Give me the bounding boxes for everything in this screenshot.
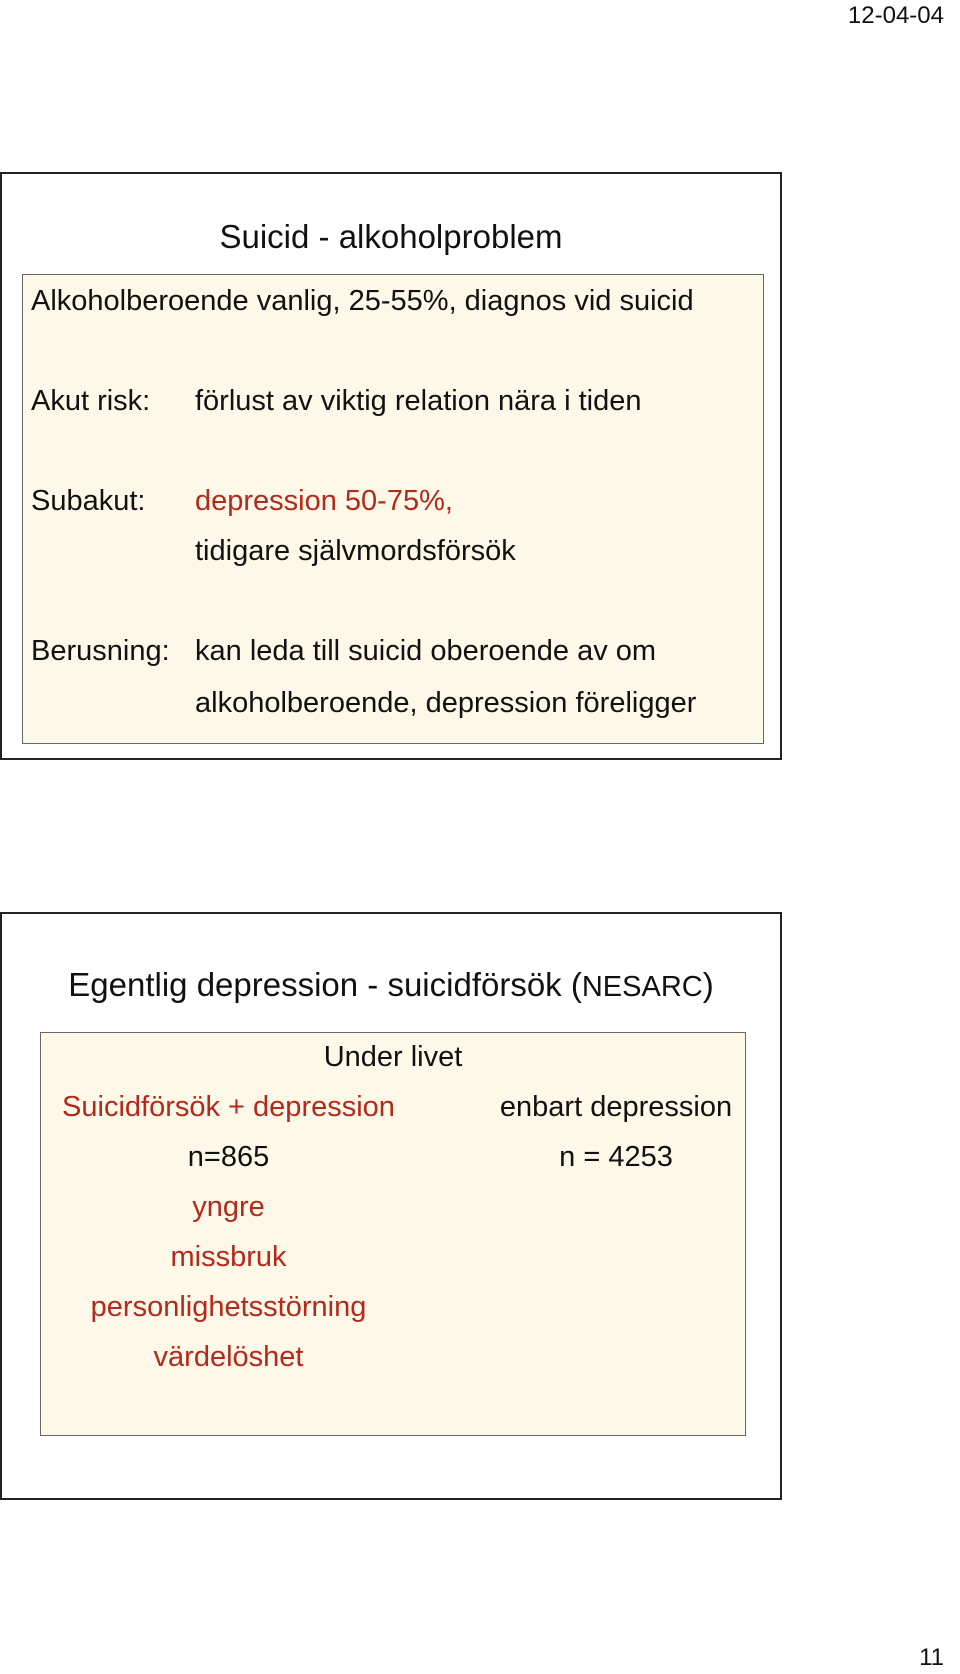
left-heading: Suicidförsök + depression xyxy=(62,1091,395,1123)
title-end: ) xyxy=(702,966,714,1003)
page-number: 11 xyxy=(919,1644,944,1671)
right-heading: enbart depression xyxy=(499,1091,733,1123)
content-box xyxy=(22,274,764,744)
akut-risk-label: Akut risk: xyxy=(31,385,151,417)
berusning-text-1: kan leda till suicid oberoende av om xyxy=(195,635,657,667)
right-n: n = 4253 xyxy=(559,1141,673,1173)
akut-risk-text: förlust av viktig relation nära i tiden xyxy=(195,385,642,417)
subakut-tidigare-text: tidigare självmordsförsök xyxy=(195,535,516,567)
subakut-label: Subakut: xyxy=(31,485,146,517)
berusning-text-2: alkoholberoende, depression föreligger xyxy=(195,687,697,719)
slide-egentlig-depression xyxy=(0,912,782,1500)
factor-item: personlighetsstörning xyxy=(90,1291,367,1323)
slide-title xyxy=(2,966,780,1004)
factor-item: missbruk xyxy=(170,1241,287,1273)
subakut-depression-text: depression 50-75%, xyxy=(195,485,453,517)
page-date: 12-04-04 xyxy=(847,2,944,29)
alkoholberoende-line: Alkoholberoende vanlig, 25-55%, diagnos vid suicid xyxy=(31,285,694,317)
title-main: Egentlig depression - suicidförsök ( xyxy=(68,966,582,1003)
slide-title: Suicid - alkoholproblem xyxy=(219,218,563,255)
left-n: n=865 xyxy=(187,1141,270,1173)
berusning-label: Berusning: xyxy=(31,635,170,667)
content-box xyxy=(40,1032,746,1436)
factor-item: värdelöshet xyxy=(153,1341,304,1373)
factor-item: yngre xyxy=(192,1191,265,1223)
slide-suicid-alkoholproblem xyxy=(0,172,782,760)
title-nesarc: NESARC xyxy=(581,971,703,1003)
under-livet-header: Under livet xyxy=(323,1041,463,1073)
